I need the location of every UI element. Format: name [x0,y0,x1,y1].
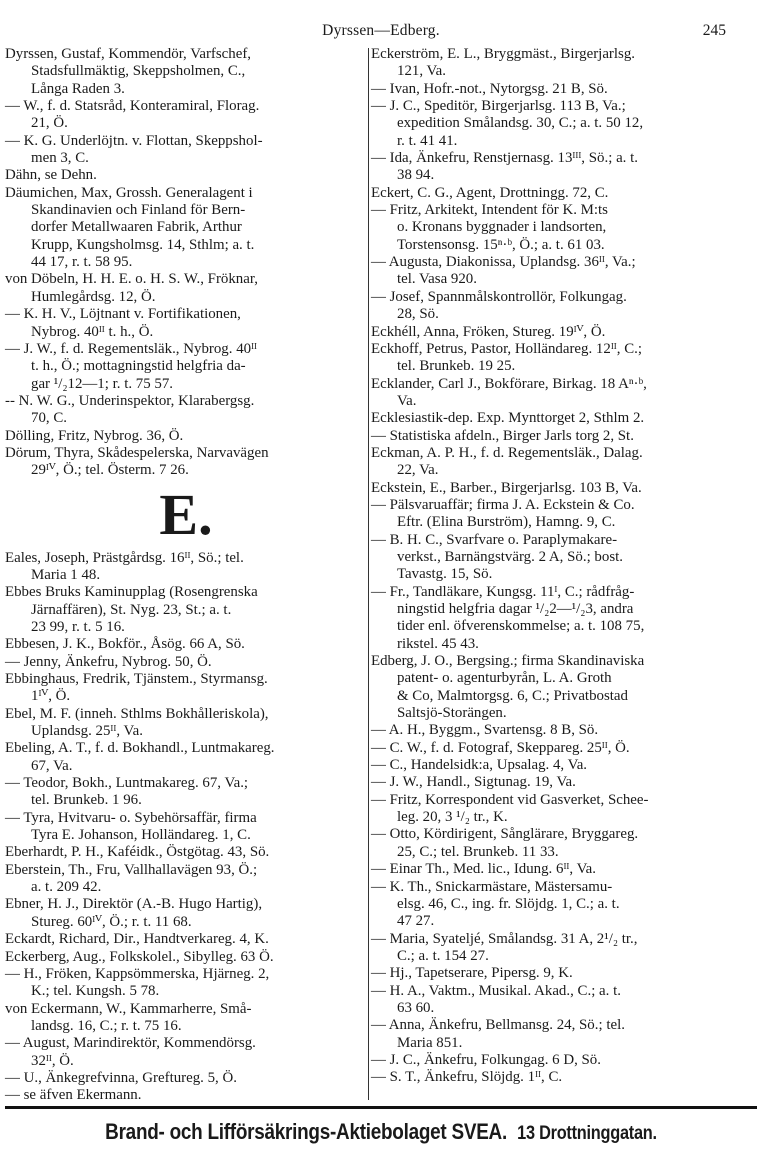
entry-continuation-line: 22, Va. [397,462,439,479]
entry-continuation-line: 70, C. [31,410,67,427]
entry-continuation-line: 23 99, r. t. 5 16. [31,618,125,635]
left-column [5,46,367,1105]
entry-continuation-line: tel. Brunkeb. 19 25. [397,358,516,375]
directory-entry-line: — Hj., Tapetserare, Pipersg. 9, K. [371,965,573,982]
footer-advertisement [53,1119,708,1145]
entry-continuation-line: Saltsjö-Storängen. [397,705,507,722]
entry-continuation-line: Torstensonsg. 15ⁿ·ᵇ, Ö.; a. t. 61 03. [397,236,605,253]
directory-entry-line: Ebeling, A. T., f. d. Bokhandl., Luntmakareg. [5,740,275,757]
entry-continuation-line: 63 60. [397,999,435,1016]
running-title: Dyrssen—Edberg. [322,22,440,39]
directory-entry-line: Eckhéll, Anna, Fröken, Stureg. 19ᴵⱽ, Ö. [371,323,606,340]
directory-entry-line: — H., Fröken, Kappsömmerska, Hjärneg. 2, [5,965,270,982]
entry-continuation-line: 21, Ö. [31,115,68,132]
entry-continuation-line: a. t. 209 42. [31,879,102,896]
directory-entry-line: — Ivan, Hofr.-not., Nytorgsg. 21 B, Sö. [371,80,608,97]
directory-entry-line: Eckert, C. G., Agent, Drottningg. 72, C. [371,184,609,201]
entry-continuation-line: 38 94. [397,167,435,184]
entry-continuation-line: & Co, Malmtorgsg. 6, C.; Privatbostad [397,687,628,704]
entry-continuation-line: t. h., Ö.; mottagningstid helgfria da- [31,358,246,375]
directory-entry-line: — Ida, Änkefru, Renstjernasg. 13ᴵᴵᴵ, Sö.; a. t. [371,150,638,167]
page-number: 245 [702,22,726,39]
directory-entry-line: — J. W., f. d. Regementsläk., Nybrog. 40ᴵᴵ [5,340,258,357]
directory-entry-line: — H. A., Vaktm., Musikal. Akad., C.; a. t. [371,982,621,999]
directory-entry-line: — Statistiska afdeln., Birger Jarls torg 2, St. [371,427,634,444]
directory-entry-line: — Pälsvaruaffär; firma J. A. Eckstein & Co. [371,496,635,513]
directory-entry-line: — U., Änkegrefvinna, Greftureg. 5, Ö. [5,1069,237,1086]
directory-entry-line: — S. T., Änkefru, Slöjdg. 1ᴵᴵ, C. [371,1069,563,1086]
entry-continuation-line: 44 17, r. t. 58 95. [31,254,133,271]
directory-entry-line: Eberhardt, P. H., Kaféidk., Östgötag. 43, Sö. [5,844,270,861]
directory-entry-line: — Fritz, Arkitekt, Intendent för K. M:ts [371,202,608,219]
entry-continuation-line: Maria 1 48. [31,566,101,583]
directory-entry-line: — C., Handelsidk:a, Upsalag. 4, Va. [371,757,588,774]
directory-entry-line: — A. H., Byggm., Svartensg. 8 B, Sö. [371,722,599,739]
directory-entry-line: — se äfven Ekermann. [5,1087,142,1104]
entry-continuation-line: leg. 20, 3 ¹/₂ tr., K. [397,809,508,826]
directory-entry-line: Dörum, Thyra, Skådespelerska, Narvavägen [5,444,269,461]
right-column [371,46,756,1087]
directory-entry-line: Ebbinghaus, Fredrik, Tjänstem., Styrmansg. [5,671,268,687]
directory-entry-line: — B. H. C., Svarfvare o. Paraplymakare- [371,531,618,548]
directory-entry-line: — Fritz, Korrespondent vid Gasverket, Schee- [371,791,649,808]
entry-continuation-line: tel. Vasa 920. [397,271,477,288]
entry-continuation-line: 121, Va. [397,63,446,80]
entry-continuation-line: Eftr. (Elina Burström), Hamng. 9, C. [397,514,616,531]
directory-entry-line: Eckstein, E., Barber., Birgerjarlsg. 103 B, Va. [371,479,642,496]
entry-continuation-line: gar ¹/₂12—1; r. t. 75 57. [31,375,174,392]
entry-continuation-line: 29ᴵⱽ, Ö.; tel. Österm. 7 26. [31,462,189,479]
entry-continuation-line: Nybrog. 40ᴵᴵ t. h., Ö. [31,323,154,340]
directory-entry-line: Ebbesen, J. K., Bokför., Åsög. 66 A, Sö. [5,636,245,653]
footer-rule [5,1106,757,1109]
entry-continuation-line: patent- o. agenturbyrån, L. A. Groth [397,670,612,687]
directory-entry-line: — Einar Th., Med. lic., Idung. 6ᴵᴵ, Va. [371,861,597,878]
directory-entry-line: Eckerström, E. L., Bryggmäst., Birgerjarlsg. [371,46,635,62]
directory-entry-line: — J. C., Änkefru, Folkungag. 6 D, Sö. [371,1051,601,1068]
directory-entry-line: — Fr., Tandläkare, Kungsg. 11ᴵ, C.; rådfråg- [371,583,635,600]
entry-continuation-line: Maria 851. [397,1034,463,1051]
directory-entry-line: — Tyra, Hvitvaru- o. Sybehörsaffär, firma [5,809,257,826]
entry-continuation-line: Stadsfullmäktig, Skeppsholmen, C., [31,63,246,80]
advertisement-address: 13 Drottninggatan. [517,1123,657,1144]
entry-continuation-line: 25, C.; tel. Brunkeb. 11 33. [397,843,559,860]
directory-entry-line: -- N. W. G., Underinspektor, Klarabergsg. [5,392,255,409]
column-divider [368,48,369,1100]
entry-continuation-line: Humlegårdsg. 12, Ö. [31,288,156,305]
directory-entry-line: — Augusta, Diakonissa, Uplandsg. 36ᴵᴵ, Va.; [371,254,636,271]
directory-entry-line: — Otto, Kördirigent, Sånglärare, Bryggareg. [371,826,639,843]
entry-continuation-line: Uplandsg. 25ᴵᴵ, Va. [31,723,143,740]
entry-continuation-line: o. Kronans byggnader i landsorten, [397,219,607,236]
entry-continuation-line: K.; tel. Kungsh. 5 78. [31,983,160,1000]
directory-entry-line: — K. G. Underlöjtn. v. Flottan, Skeppshol- [5,132,263,149]
entry-continuation-line: Stureg. 60ᴵⱽ, Ö.; r. t. 11 68. [31,913,192,930]
directory-entry-line: Eberstein, Th., Fru, Vallhallavägen 93, Ö.; [5,861,258,878]
directory-entry-line: Eales, Joseph, Prästgårdsg. 16ᴵᴵ, Sö.; tel. [5,549,244,566]
entry-continuation-line: rikstel. 45 43. [397,635,479,652]
entry-continuation-line: 47 27. [397,913,435,930]
entry-continuation-line: 67, Va. [31,757,73,774]
entry-continuation-line: Tavastg. 15, Sö. [397,566,493,583]
directory-entry-line: — C. W., f. d. Fotograf, Skeppareg. 25ᴵᴵ, Ö. [371,739,630,756]
directory-entry-line: — August, Marindirektör, Kommendörsg. [5,1035,256,1052]
directory-entry-line: Däumichen, Max, Grossh. Generalagent i [5,184,253,201]
entry-continuation-line: expedition Smålandsg. 30, C.; a. t. 50 12, [397,115,644,132]
directory-entry-line: — J. W., Handl., Sigtunag. 19, Va. [371,774,576,791]
directory-entry-line: — Josef, Spannmålskontrollör, Folkungag. [371,288,627,305]
entry-continuation-line: tel. Brunkeb. 1 96. [31,792,142,809]
directory-entry-line: — Anna, Änkefru, Bellmansg. 24, Sö.; tel. [371,1017,625,1034]
advertisement-text: Brand- och Lifförsäkrings-Aktiebolaget SVEA. [105,1119,507,1144]
directory-entry-line: Ebel, M. F. (inneh. Sthlms Bokhålleriskola), [5,705,269,722]
entry-continuation-line: Långa Raden 3. [31,80,125,97]
entry-continuation-line: landsg. 16, C.; r. t. 75 16. [31,1017,182,1034]
directory-entry-line: — Teodor, Bokh., Luntmakareg. 67, Va.; [5,775,249,792]
directory-entry-line: — K. Th., Snickarmästare, Mästersamu- [371,878,613,895]
directory-entry-line: Dähn, se Dehn. [5,167,97,184]
directory-entry-line: Edberg, J. O., Bergsing.; firma Skandinaviska [371,653,645,670]
entry-continuation-line: elsg. 46, C., ing. fr. Slöjdg. 1, C.; a. t. [397,895,620,912]
entry-continuation-line: 1ᴵⱽ, Ö. [31,688,71,705]
entry-continuation-line: C.; a. t. 154 27. [397,947,489,964]
directory-entry-line: — Maria, Syatelјé, Smålandsg. 31 A, 2¹/₂ tr., [371,930,638,947]
entry-continuation-line: men 3, C. [31,150,89,167]
directory-entry-line: Ebbes Bruks Kaminupplag (Rosengrenska [5,584,258,601]
entry-continuation-line: dorfer Metallwaaren Fabrik, Arthur [31,219,242,236]
entry-continuation-line: ningstid helgfria dagar ¹/₂2—¹/₂3, andra [397,601,634,617]
directory-entry-line: Eckerberg, Aug., Folkskolel., Sibylleg. 63 Ö. [5,948,274,965]
directory-entry-line: Ecklesiastik-dep. Exp. Mynttorget 2, Sthlm 2. [371,410,645,427]
entry-continuation-line: verkst., Barnängstvärg. 2 A, Sö.; bost. [397,548,623,565]
directory-entry-line: Eckhoff, Petrus, Pastor, Holländareg. 12ᴵᴵ, C.; [371,340,642,357]
entry-continuation-line: 32ᴵᴵ, Ö. [31,1052,74,1069]
entry-continuation-line: Tyra E. Johanson, Holländareg. 1, C. [31,827,251,844]
directory-entry-line: Eckardt, Richard, Dir., Handtverkareg. 4, K. [5,931,269,948]
directory-entry-line: — Jenny, Änkefru, Nybrog. 50, Ö. [5,653,212,670]
entry-continuation-line: Krupp, Kungsholmsg. 14, Sthlm; a. t. [31,236,255,253]
directory-entry-line: — J. C., Speditör, Birgerjarlsg. 113 B, Va.; [371,98,626,115]
directory-entry-line: — K. H. V., Löjtnant v. Fortifikationen, [5,306,241,323]
entry-continuation-line: Järnaffären), St. Nyg. 23, St.; a. t. [31,601,232,618]
entry-continuation-line: tider enl. öfverenskommelse; a. t. 108 75, [397,618,645,635]
directory-entry-line: von Döbeln, H. H. E. o. H. S. W., Fröknar, [5,271,258,288]
directory-entry-line: Dölling, Fritz, Nybrog. 36, Ö. [5,427,184,444]
directory-entry-line: — W., f. d. Statsråd, Konteramiral, Florag. [5,98,260,115]
directory-entry-line: Dyrssen, Gustaf, Kommendör, Varfschef, [5,46,252,62]
directory-entry-line: Ebner, H. J., Direktör (A.-B. Hugo Hartig), [5,896,263,913]
directory-entry-line: Ecklander, Carl J., Bokförare, Birkag. 18 Aⁿ·ᵇ, [371,375,647,392]
entry-continuation-line: r. t. 41 41. [397,132,458,149]
directory-entry-line: von Eckermann, W., Kammarherre, Små- [5,1000,252,1017]
page-header [0,22,762,46]
entry-continuation-line: Skandinavien och Finland för Bern- [31,202,246,219]
entry-continuation-line: 28, Sö. [397,306,439,323]
section-letter-heading: E. [159,481,213,547]
entry-continuation-line: Va. [397,392,417,409]
directory-entry-line: Eckman, A. P. H., f. d. Regementsläk., Dalag. [371,444,643,461]
